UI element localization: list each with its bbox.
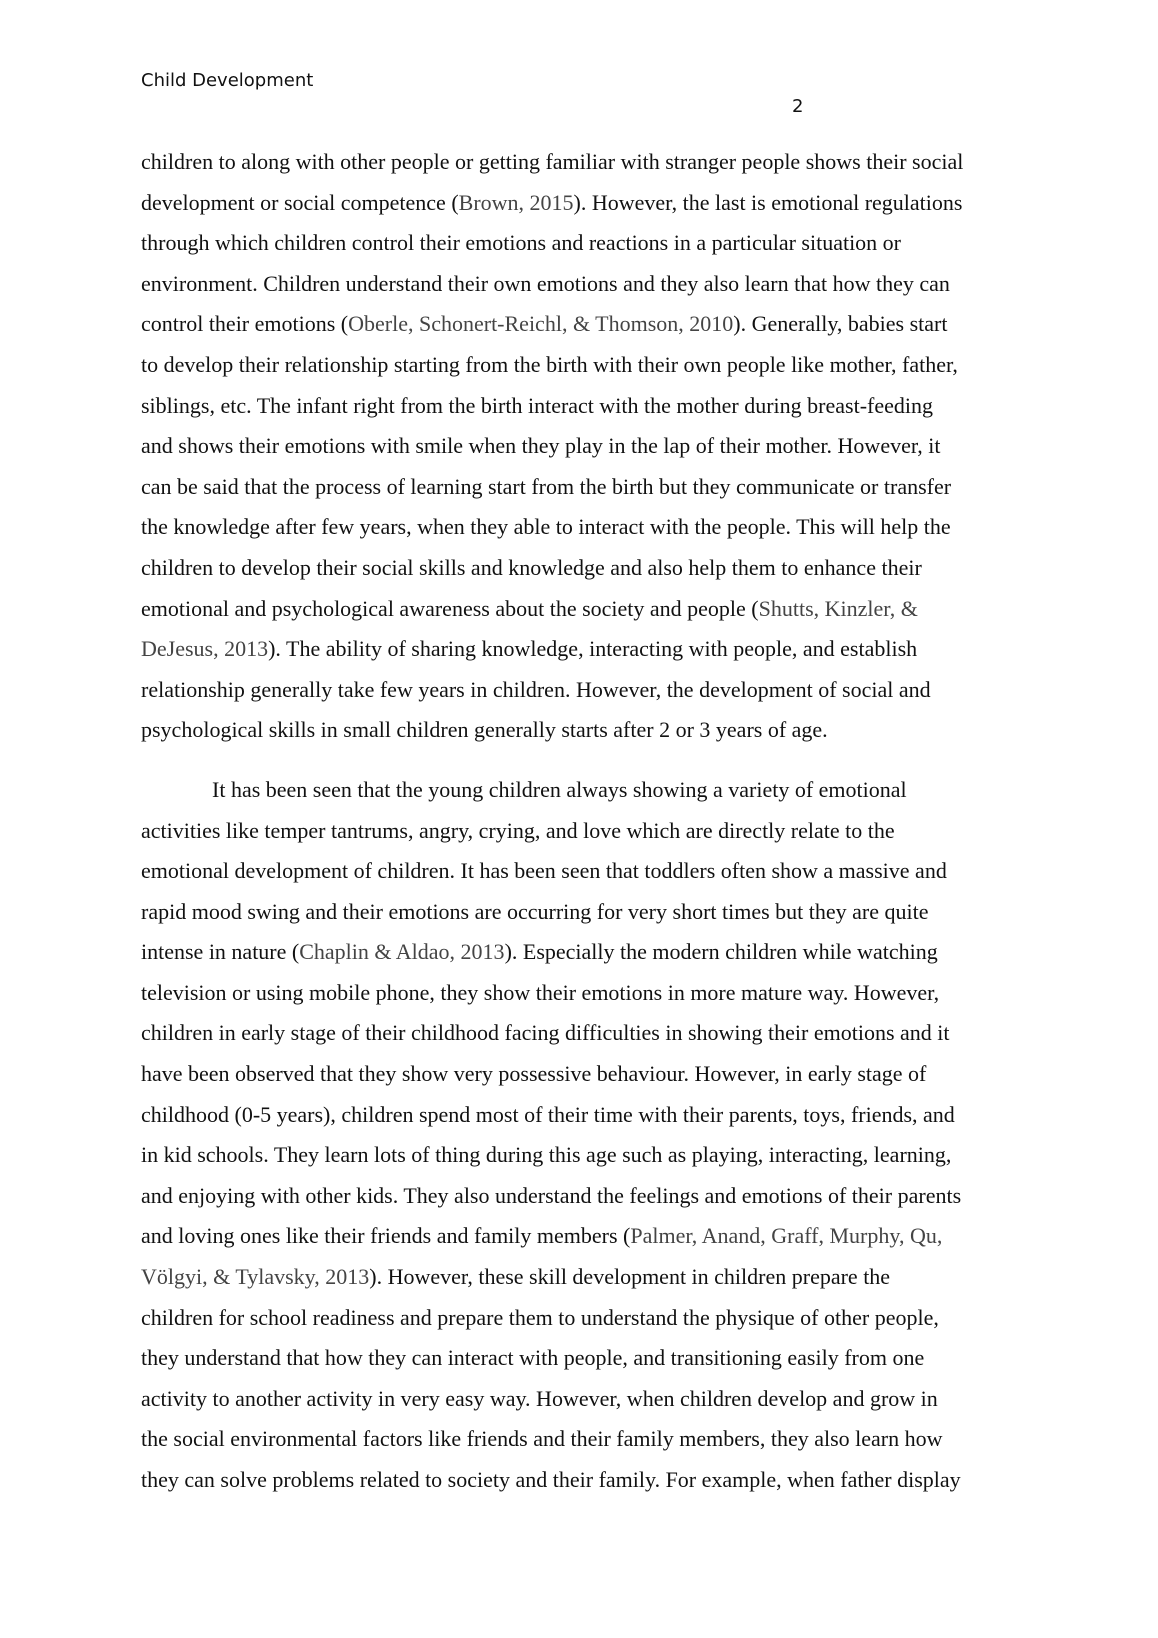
text-run: ). Especially the modern children while watching <box>504 939 938 965</box>
text-line: can be said that the process of learning start from the birth but they communicate or transfer <box>141 473 952 499</box>
text-line: children for school readiness and prepare them to understand the physique of other people, <box>141 1304 939 1330</box>
text-line: It has been seen that the young children always showing a variety of emotional <box>212 776 907 802</box>
text-line: have been observed that they show very possessive behaviour. However, in early stage of <box>141 1061 927 1087</box>
text-line <box>141 183 1141 224</box>
text-line: to develop their relationship starting from the birth with their own people like mother, father, <box>141 351 958 377</box>
text-run: emotional and psychological awareness about the society and people ( <box>141 595 759 621</box>
citation-oberle-2010: Oberle, Schonert-Reichl, & Thomson, 2010 <box>348 311 734 337</box>
text-line: activities like temper tantrums, angry, crying, and love which are directly relate to the <box>141 817 895 843</box>
citation-palmer-2013: Palmer, Anand, Graff, Murphy, Qu, <box>630 1223 943 1249</box>
citation-shutts-2013-cont: DeJesus, 2013 <box>141 636 269 662</box>
text-line: the knowledge after few years, when they able to interact with the people. This will help the <box>141 514 951 540</box>
text-run: development or social competence ( <box>141 189 459 215</box>
citation-palmer-2013-cont: Völgyi, & Tylavsky, 2013 <box>141 1264 370 1290</box>
text-line <box>141 589 1141 630</box>
text-line: children to develop their social skills and knowledge and also help them to enhance their <box>141 554 922 580</box>
text-line <box>141 1257 1141 1298</box>
text-line: in kid schools. They learn lots of thing during this age such as playing, interacting, learning, <box>141 1142 952 1168</box>
text-line <box>141 932 1141 973</box>
text-line: activity to another activity in very easy way. However, when children develop and grow in <box>141 1385 938 1411</box>
text-line: they understand that how they can interact with people, and transitioning easily from one <box>141 1345 925 1371</box>
text-run: intense in nature ( <box>141 939 300 965</box>
text-line: children in early stage of their childhood facing difficulties in showing their emotions and it <box>141 1020 950 1046</box>
text-run: ). Generally, babies start <box>733 311 948 337</box>
citation-chaplin-2013: Chaplin & Aldao, 2013 <box>299 939 505 965</box>
text-line: television or using mobile phone, they show their emotions in more mature way. However, <box>141 979 940 1005</box>
text-line <box>141 304 1141 345</box>
text-line: environment. Children understand their own emotions and they also learn that how they can <box>141 270 950 296</box>
text-line: children to along with other people or getting familiar with stranger people shows their social <box>141 149 964 174</box>
running-head: Child Development <box>141 70 314 91</box>
body-text <box>141 142 1141 1501</box>
text-line: rapid mood swing and their emotions are occurring for very short times but they are quite <box>141 898 929 924</box>
text-run: ). However, the last is emotional regulations <box>573 189 963 215</box>
text-line: emotional development of children. It has been seen that toddlers often show a massive and <box>141 858 947 884</box>
paragraph-1 <box>141 142 1141 751</box>
citation-shutts-2013: Shutts, Kinzler, & <box>758 595 918 621</box>
text-line: and enjoying with other kids. They also understand the feelings and emotions of their parents <box>141 1182 962 1208</box>
citation-brown-2015: Brown, 2015 <box>458 189 574 215</box>
text-line: psychological skills in small children generally starts after 2 or 3 years of age. <box>141 717 828 743</box>
page-number: 2 <box>792 96 804 117</box>
text-run: ). However, these skill development in children prepare the <box>369 1264 891 1290</box>
text-line <box>141 629 1141 670</box>
paragraph-2 <box>141 770 1141 1501</box>
text-line: they can solve problems related to society and their family. For example, when father display <box>141 1467 961 1492</box>
paragraph-spacer <box>141 751 1141 770</box>
text-line: through which children control their emotions and reactions in a particular situation or <box>141 230 902 256</box>
text-line: and shows their emotions with smile when they play in the lap of their mother. However, it <box>141 433 941 459</box>
text-line: childhood (0-5 years), children spend most of their time with their parents, toys, friends, and <box>141 1101 955 1127</box>
text-line: siblings, etc. The infant right from the birth interact with the mother during breast-feeding <box>141 392 933 418</box>
text-line: the social environmental factors like friends and their family members, they also learn how <box>141 1426 943 1452</box>
text-run: ). The ability of sharing knowledge, interacting with people, and establish <box>268 636 918 662</box>
text-run: and loving ones like their friends and family members ( <box>141 1223 631 1249</box>
text-run: control their emotions ( <box>141 311 349 337</box>
text-line: relationship generally take few years in children. However, the development of social and <box>141 676 931 702</box>
text-line <box>141 1216 1141 1257</box>
